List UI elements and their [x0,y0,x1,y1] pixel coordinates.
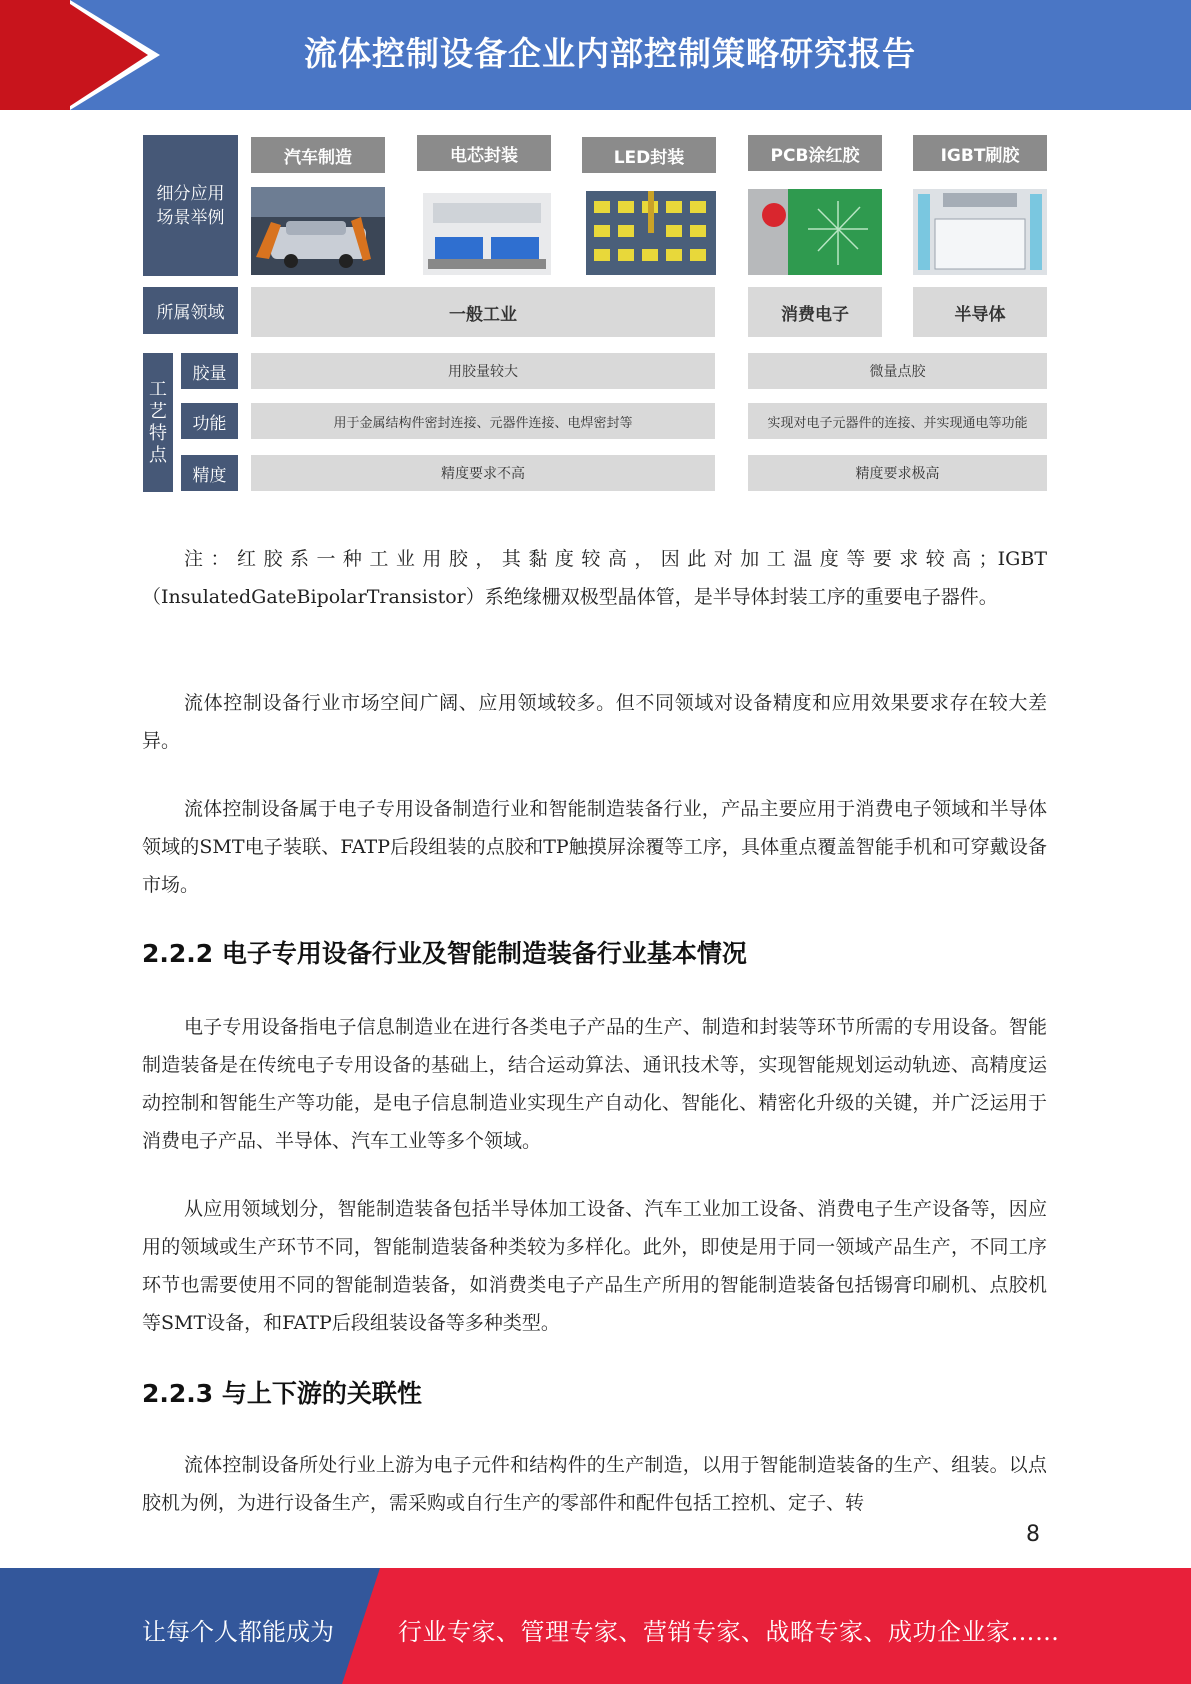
paragraph-industry: 流体控制设备属于电子专用设备制造行业和智能制造装备行业，产品主要应用于消费电子领域和半导体领域的SMT电子装联、FATP后段组装的点胶和TP触摸屏涂覆等工序，具体重点覆盖智能手机和可穿戴设备市场。 [142,798,1047,896]
precision-electronics: 精度要求极高 [748,455,1047,491]
domain-semiconductor: 半导体 [913,287,1047,337]
header-arrow-icon [64,0,148,110]
industry-paragraph [142,790,1047,904]
market-paragraph [142,684,1047,760]
precision-general: 精度要求不高 [251,455,715,491]
paragraph-upstream: 流体控制设备所处行业上游为电子元件和结构件的生产制造，以用于智能制造装备的生产、组装。以点胶机为例，为进行设备生产，需采购或自行生产的零部件和配件包括工控机、定子、转 [142,1454,1047,1514]
glue-amount-general: 用胶量较大 [251,353,715,389]
process-label: 工艺特点 [143,353,173,492]
page-header [0,0,1191,110]
upstream-paragraph [142,1446,1047,1522]
page-footer [0,1568,1191,1684]
cell-packaging-image [423,193,551,275]
auto-manufacturing-image [251,187,385,275]
equipment-paragraph [142,1008,1047,1160]
classification-paragraph [142,1190,1047,1342]
scenario-tab-pcb: PCB涂红胶 [748,135,882,171]
page-number: 8 [1026,1522,1040,1547]
paragraph-market: 流体控制设备行业市场空间广阔、应用领域较多。但不同领域对设备精度和应用效果要求存在较大差异。 [142,692,1047,752]
function-electronics: 实现对电子元器件的连接、并实现通电等功能 [748,403,1047,439]
paragraph-equipment: 电子专用设备指电子信息制造业在进行各类电子产品的生产、制造和封装等环节所需的专用设备。智能制造装备是在传统电子专用设备的基础上，结合运动算法、通讯技术等，实现智能规划运动轨迹、高精度运动控制和智能生产等功能，是电子信息制造业实现生产自动化、智能化、精密化升级的关键，并广泛运用于消费电子产品、半导体、汽车工业等多个领域。 [142,1016,1047,1152]
scenarios-label: 细分应用场景举例 [143,135,238,276]
domain-consumer-electronics: 消费电子 [748,287,882,337]
section-heading-2-2-2: 2.2.2 电子专用设备行业及智能制造装备行业基本情况 [142,939,747,968]
igbt-glue-image [913,189,1047,275]
section-heading-2-2-3: 2.2.3 与上下游的关联性 [142,1379,422,1408]
domain-label: 所属领域 [143,287,238,334]
application-scenarios-diagram [143,135,1048,493]
footer-slogan-left: 让每个人都能成为 [142,1618,334,1646]
glue-amount-electronics: 微量点胶 [748,353,1047,389]
pcb-red-glue-image [748,189,882,275]
paragraph-note: 注：红胶系一种工业用胶，其黏度较高，因此对加工温度等要求较高；IGBT（InsulatedGateBipolarTransistor）系绝缘栅双极型晶体管，是半导体封装工序的重要电子器件。 [142,548,1047,608]
scenario-tab-igbt: IGBT刷胶 [913,135,1047,171]
footer-slogan-right: 行业专家、管理专家、营销专家、战略专家、成功企业家…… [398,1618,1060,1646]
scenario-tab-led: LED封装 [582,137,716,173]
paragraph-classification: 从应用领域划分，智能制造装备包括半导体加工设备、汽车工业加工设备、消费电子生产设备等，因应用的领域或生产环节不同，智能制造装备种类较为多样化。此外，即使是用于同一领域产品生产，不同工序环节也需要使用不同的智能制造装备，如消费类电子产品生产所用的智能制造装备包括锡膏印刷机、点胶机等SMT设备，和FATP后段组装设备等多种类型。 [142,1198,1047,1334]
function-general: 用于金属结构件密封连接、元器件连接、电焊密封等 [251,403,715,439]
report-title: 流体控制设备企业内部控制策略研究报告 [304,34,916,73]
scenario-tab-auto: 汽车制造 [251,137,385,173]
led-packaging-image [586,191,716,275]
row-label-glue-amount: 胶量 [181,353,238,389]
header-red-block [0,0,70,110]
row-label-precision: 精度 [181,455,238,491]
row-label-function: 功能 [181,403,238,439]
scenario-tab-cell: 电芯封装 [417,135,551,171]
domain-general-industry: 一般工业 [251,287,715,337]
note-paragraph [142,540,1047,616]
